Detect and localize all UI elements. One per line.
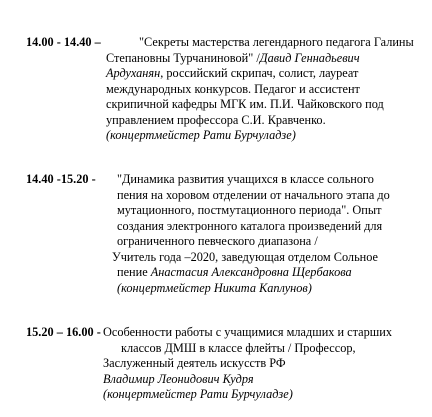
- description-line: мутационного, постмутационного периода". Опыт: [117, 203, 382, 217]
- entry-description: [0, 35, 414, 144]
- description-line: "Секреты мастерства легендарного педагога Галины: [139, 35, 414, 49]
- description-line: скрипичной кафедры МГК им. П.И. Чайковского под: [106, 97, 384, 111]
- entry-description: [0, 172, 390, 296]
- description-line: "Динамика развития учащихся в классе сольного: [117, 172, 374, 186]
- description-line: создания электронного каталога произведений для: [117, 218, 383, 233]
- accompanist-line: (концертмейстер Рати Бурчуладзе): [106, 128, 296, 142]
- description-line: Учитель года –2020, заведующая отделом Сольное: [112, 249, 379, 264]
- time-slot: 14.40 -15.20 -: [26, 172, 96, 186]
- entry-description: [0, 325, 392, 403]
- accompanist-line: (концертмейстер Никита Каплунов): [117, 280, 312, 295]
- description-line: Владимир Леонидович Кудря: [103, 371, 254, 386]
- time-slot: 15.20 – 16.00 -: [26, 325, 101, 339]
- description-line: пения на хоровом отделении от начального этапа до: [117, 187, 390, 202]
- description-line: международных конкурсов. Педагог и ассистент: [106, 81, 360, 96]
- description-line: Заслуженный деятель искусств РФ: [103, 356, 286, 370]
- time-slot: 14.00 - 14.40 –: [26, 35, 101, 49]
- description-line: Ардуханян, российский скрипач, солист, лауреат: [106, 66, 359, 80]
- description-line: классов ДМШ в классе флейты / Профессор,: [121, 340, 356, 355]
- description-line: Степановны Турчаниновой" /Давид Геннадьевич: [106, 50, 360, 65]
- accompanist-line: (концертмейстер Рати Бурчуладзе): [103, 387, 293, 401]
- description-line: управлением профессора С.И. Кравченко.: [106, 112, 326, 127]
- description-line: пение Анастасия Александровна Щербакова: [117, 265, 352, 279]
- description-line: ограниченного певческого диапазона /: [117, 234, 318, 248]
- description-line: Особенности работы с учащимися младших и старших: [103, 325, 392, 339]
